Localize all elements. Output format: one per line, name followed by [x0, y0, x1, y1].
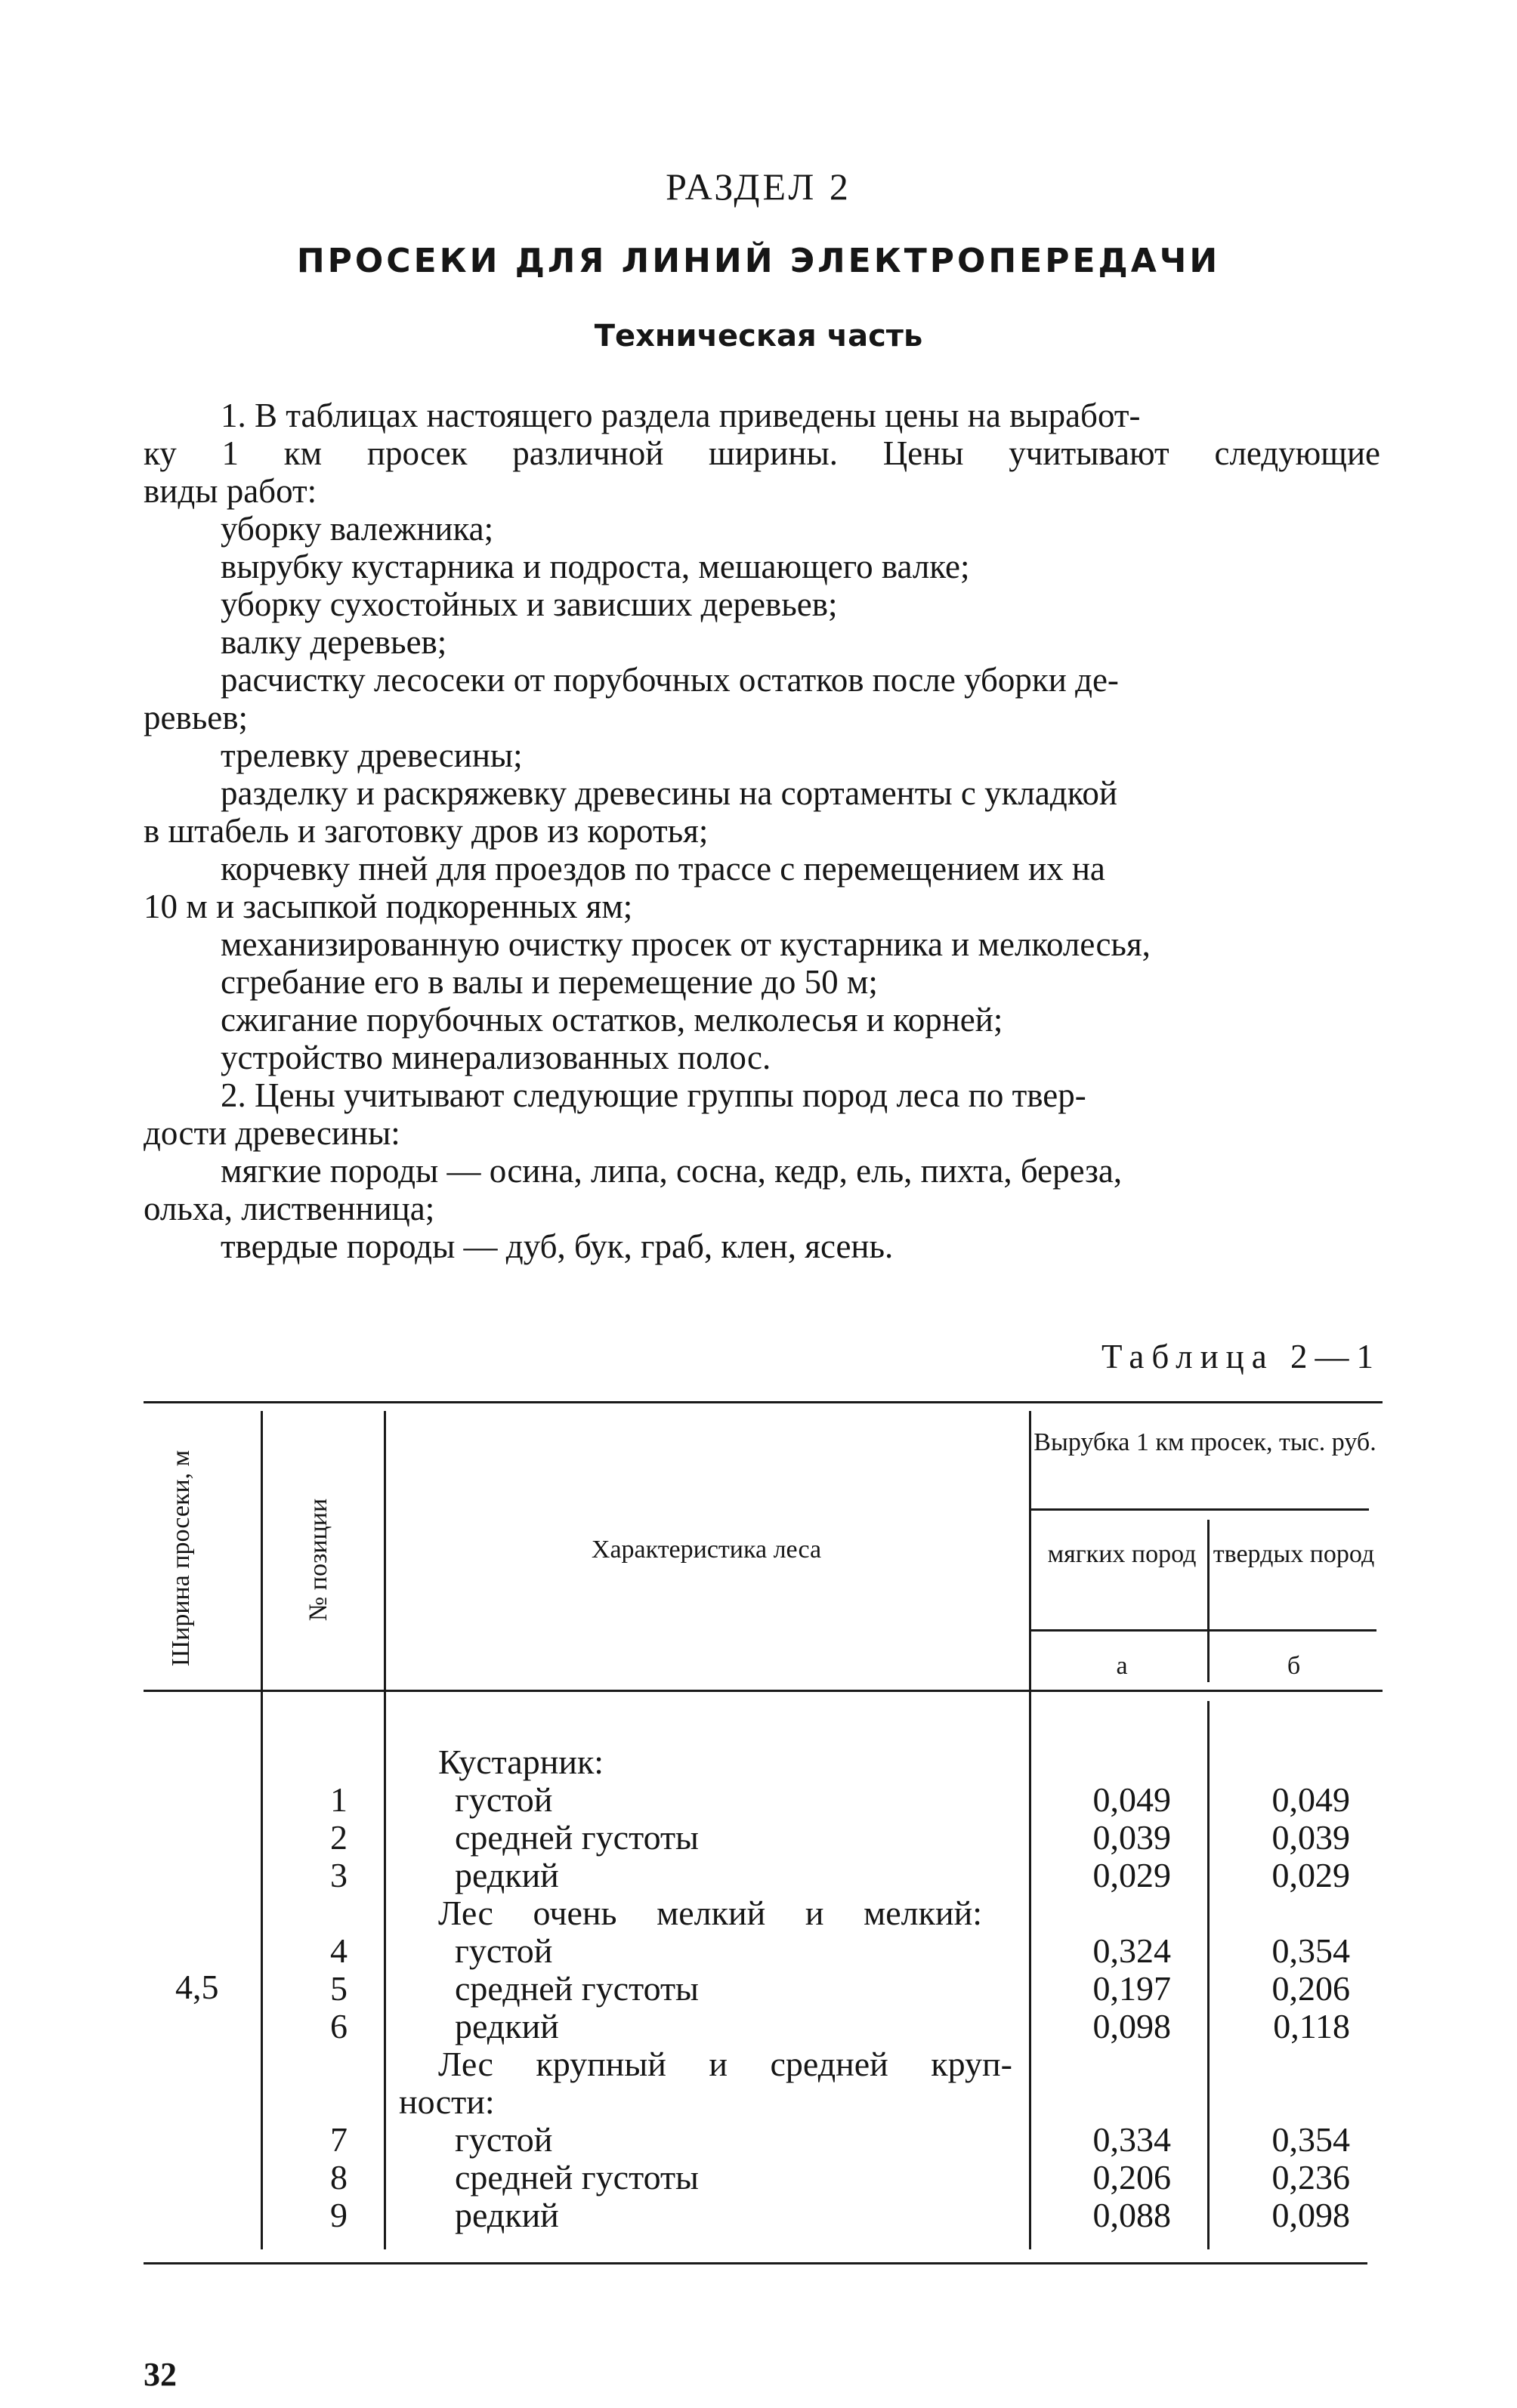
price-hard: 0,039	[1271, 1818, 1350, 1857]
text-line: 1. В таблицах настоящего раздела приведены цены на выработ-	[221, 397, 1141, 434]
position-number: 7	[330, 2120, 348, 2159]
price-soft: 0,098	[1092, 2007, 1171, 2045]
text-line: трелевку древесины;	[221, 736, 523, 774]
text-line: вырубку кустарника и подроста, мешающего валке;	[221, 548, 970, 585]
part-title: Техническая часть	[594, 319, 923, 353]
text-line: ольха, лиственница;	[144, 1190, 435, 1227]
header-price-group: Вырубка 1 км просек, тыс. руб.	[1033, 1428, 1376, 1456]
column-divider	[261, 1411, 263, 2249]
price-hard: 0,206	[1271, 1969, 1350, 2008]
position-number: 6	[330, 2007, 348, 2045]
price-soft: 0,088	[1092, 2196, 1171, 2234]
text-line: разделку и раскряжевку древесины на сортаменты с укладкой	[221, 774, 1117, 812]
table-top-rule	[144, 1401, 1383, 1403]
header-characteristic: Характеристика леса	[591, 1536, 822, 1564]
price-hard: 0,029	[1271, 1856, 1350, 1894]
header-width: Ширина просеки, м	[167, 1449, 195, 1667]
text-line: устройство минерализованных полос.	[221, 1039, 771, 1076]
header-bottom-rule	[144, 1690, 1383, 1692]
text-line: ку 1 км просек различной ширины. Цены учитывают следующие	[144, 434, 1380, 472]
text-line: сгребание его в валы и перемещение до 50 м;	[221, 963, 878, 1001]
header-col-b: б	[1287, 1652, 1301, 1680]
table-bottom-rule	[144, 2262, 1367, 2264]
text-line: в штабель и заготовку дров из коротья;	[144, 812, 709, 850]
price-hard: 0,098	[1271, 2196, 1350, 2234]
characteristic-group: Лес очень мелкий и мелкий:	[438, 1894, 982, 1932]
price-hard: 0,118	[1273, 2007, 1350, 2045]
page-number: 32	[144, 2356, 177, 2393]
text-line: 2. Цены учитывают следующие группы пород леса по твер-	[221, 1076, 1086, 1114]
characteristic-item: густой	[455, 1780, 553, 1819]
position-number: 8	[330, 2158, 348, 2197]
text-line: виды работ:	[144, 472, 317, 510]
price-soft: 0,206	[1092, 2158, 1171, 2197]
text-line: сжигание порубочных остатков, мелколесья и корней;	[221, 1001, 1003, 1039]
width-value: 4,5	[175, 1968, 219, 2006]
price-hard: 0,354	[1271, 2120, 1350, 2159]
characteristic-item: редкий	[455, 2196, 559, 2234]
text-line: корчевку пней для проездов по трассе с перемещением их на	[221, 850, 1105, 888]
table-caption: Таблица 2—1	[1101, 1338, 1381, 1375]
text-line: расчистку лесосеки от порубочных остатков после уборки де-	[221, 661, 1119, 699]
header-hard: твердых пород	[1213, 1540, 1375, 1568]
column-divider	[1207, 1520, 1210, 1682]
header-position: № позиции	[304, 1498, 332, 1622]
text-line: уборку валежника;	[221, 510, 494, 548]
characteristic-item: редкий	[455, 1856, 559, 1894]
characteristic-item: густой	[455, 2120, 553, 2159]
price-soft: 0,039	[1092, 1818, 1171, 1857]
text-line: дости древесины:	[144, 1114, 400, 1152]
position-number: 9	[330, 2196, 348, 2234]
section-title: ПРОСЕКИ ДЛЯ ЛИНИЙ ЭЛЕКТРОПЕРЕДАЧИ	[296, 242, 1221, 280]
price-soft: 0,324	[1092, 1931, 1171, 1970]
position-number: 3	[330, 1856, 348, 1894]
text-line: 10 м и засыпкой подкоренных ям;	[144, 888, 633, 925]
price-soft: 0,029	[1092, 1856, 1171, 1894]
price-hard: 0,354	[1271, 1931, 1350, 1970]
text-line: механизированную очистку просек от кустарника и мелколесья,	[221, 925, 1151, 963]
section-heading: РАЗДЕЛ 2	[666, 165, 851, 208]
position-number: 2	[330, 1818, 348, 1857]
text-line: твердые породы — дуб, бук, граб, клен, ясень.	[221, 1227, 894, 1265]
header-sub-rule	[1029, 1629, 1376, 1632]
characteristic-group: Лес крупный и средней круп-	[438, 2045, 1012, 2083]
characteristic-group: Кустарник:	[438, 1743, 604, 1781]
position-number: 1	[330, 1780, 348, 1819]
characteristic-item: средней густоты	[455, 2158, 699, 2197]
characteristic-item: средней густоты	[455, 1818, 699, 1857]
text-line: валку деревьев;	[221, 623, 447, 661]
characteristic-item: средней густоты	[455, 1969, 699, 2008]
price-hard: 0,236	[1271, 2158, 1350, 2197]
price-soft: 0,197	[1092, 1969, 1171, 2008]
characteristic-group: ности:	[399, 2082, 495, 2121]
position-number: 4	[330, 1931, 348, 1970]
characteristic-item: густой	[455, 1931, 553, 1970]
text-line: ревьев;	[144, 699, 248, 736]
header-col-a: а	[1116, 1652, 1128, 1680]
header-soft: мягких пород	[1047, 1540, 1197, 1568]
header-sub-rule	[1029, 1508, 1369, 1511]
characteristic-item: редкий	[455, 2007, 559, 2045]
column-divider	[1029, 1411, 1031, 2249]
price-soft: 0,049	[1092, 1780, 1171, 1819]
column-divider	[1207, 1701, 1210, 2249]
price-soft: 0,334	[1092, 2120, 1171, 2159]
position-number: 5	[330, 1969, 348, 2008]
price-hard: 0,049	[1271, 1780, 1350, 1819]
text-line: мягкие породы — осина, липа, сосна, кедр, ель, пихта, береза,	[221, 1152, 1123, 1190]
text-line: уборку сухостойных и зависших деревьев;	[221, 585, 838, 623]
